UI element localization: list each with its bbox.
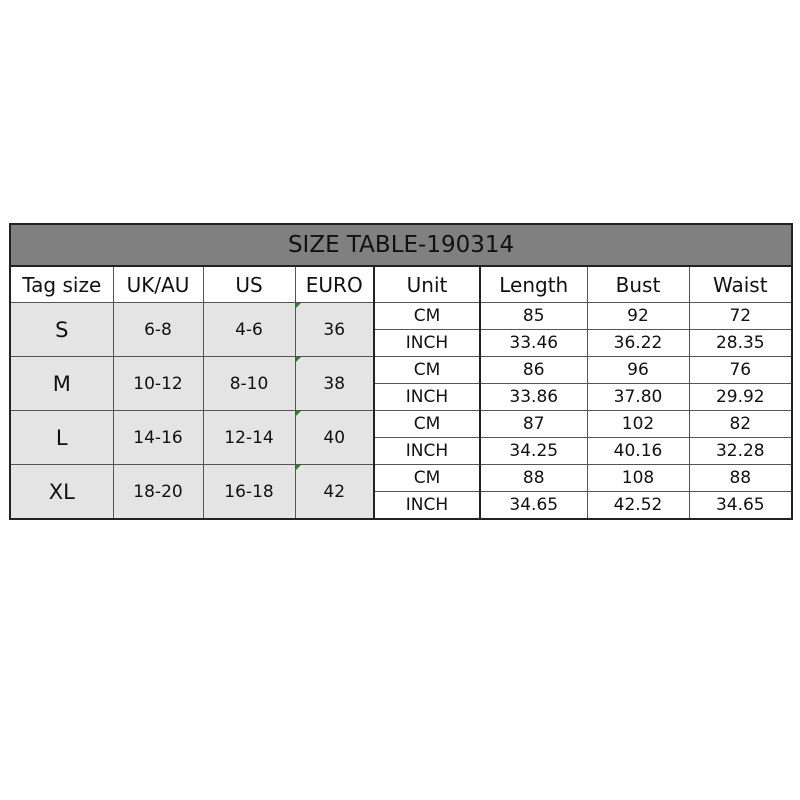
unit-cell: INCH — [374, 330, 480, 357]
header-tag-size: Tag size — [10, 266, 113, 303]
header-length: Length — [480, 266, 587, 303]
unit-cell: CM — [374, 303, 480, 330]
unit-cell: INCH — [374, 384, 480, 411]
us-cell: 8-10 — [203, 357, 295, 411]
waist-cell: 32.28 — [689, 438, 792, 465]
waist-cell: 76 — [689, 357, 792, 384]
us-cell: 16-18 — [203, 465, 295, 520]
header-waist: Waist — [689, 266, 792, 303]
table-row-s-cm — [10, 303, 792, 330]
title-row — [10, 224, 792, 266]
length-cell: 34.65 — [480, 492, 587, 520]
table-row-xl-cm — [10, 465, 792, 492]
tag-size-cell: XL — [10, 465, 113, 520]
length-cell: 88 — [480, 465, 587, 492]
table-row-l-cm — [10, 411, 792, 438]
bust-cell: 42.52 — [587, 492, 689, 520]
us-cell: 12-14 — [203, 411, 295, 465]
length-cell: 34.25 — [480, 438, 587, 465]
unit-cell: INCH — [374, 438, 480, 465]
bust-cell: 36.22 — [587, 330, 689, 357]
uk-au-cell: 6-8 — [113, 303, 203, 357]
bust-cell: 40.16 — [587, 438, 689, 465]
euro-value: 40 — [323, 427, 346, 448]
waist-cell: 88 — [689, 465, 792, 492]
bust-cell: 108 — [587, 465, 689, 492]
cell-marker — [296, 465, 301, 470]
us-cell: 4-6 — [203, 303, 295, 357]
header-uk-au: UK/AU — [113, 266, 203, 303]
header-us: US — [203, 266, 295, 303]
waist-cell: 29.92 — [689, 384, 792, 411]
header-row — [10, 266, 792, 303]
euro-cell — [295, 303, 374, 357]
header-euro: EURO — [295, 266, 374, 303]
uk-au-cell: 18-20 — [113, 465, 203, 520]
uk-au-cell: 14-16 — [113, 411, 203, 465]
tag-size-cell: M — [10, 357, 113, 411]
euro-cell — [295, 465, 374, 520]
table-title: SIZE TABLE-190314 — [10, 224, 792, 266]
size-table — [9, 223, 793, 520]
length-cell: 33.86 — [480, 384, 587, 411]
table-row-m-cm — [10, 357, 792, 384]
length-cell: 85 — [480, 303, 587, 330]
euro-value: 36 — [323, 319, 346, 340]
waist-cell: 28.35 — [689, 330, 792, 357]
waist-cell: 82 — [689, 411, 792, 438]
bust-cell: 37.80 — [587, 384, 689, 411]
length-cell: 87 — [480, 411, 587, 438]
bust-cell: 92 — [587, 303, 689, 330]
cell-marker — [296, 303, 301, 308]
euro-value: 42 — [323, 481, 346, 502]
waist-cell: 72 — [689, 303, 792, 330]
waist-cell: 34.65 — [689, 492, 792, 520]
length-cell: 33.46 — [480, 330, 587, 357]
euro-cell — [295, 357, 374, 411]
unit-cell: CM — [374, 411, 480, 438]
header-bust: Bust — [587, 266, 689, 303]
unit-cell: CM — [374, 465, 480, 492]
bust-cell: 96 — [587, 357, 689, 384]
uk-au-cell: 10-12 — [113, 357, 203, 411]
euro-cell — [295, 411, 374, 465]
bust-cell: 102 — [587, 411, 689, 438]
euro-value: 38 — [323, 373, 346, 394]
unit-cell: INCH — [374, 492, 480, 520]
tag-size-cell: L — [10, 411, 113, 465]
cell-marker — [296, 411, 301, 416]
tag-size-cell: S — [10, 303, 113, 357]
length-cell: 86 — [480, 357, 587, 384]
unit-cell: CM — [374, 357, 480, 384]
cell-marker — [296, 357, 301, 362]
header-unit: Unit — [374, 266, 480, 303]
